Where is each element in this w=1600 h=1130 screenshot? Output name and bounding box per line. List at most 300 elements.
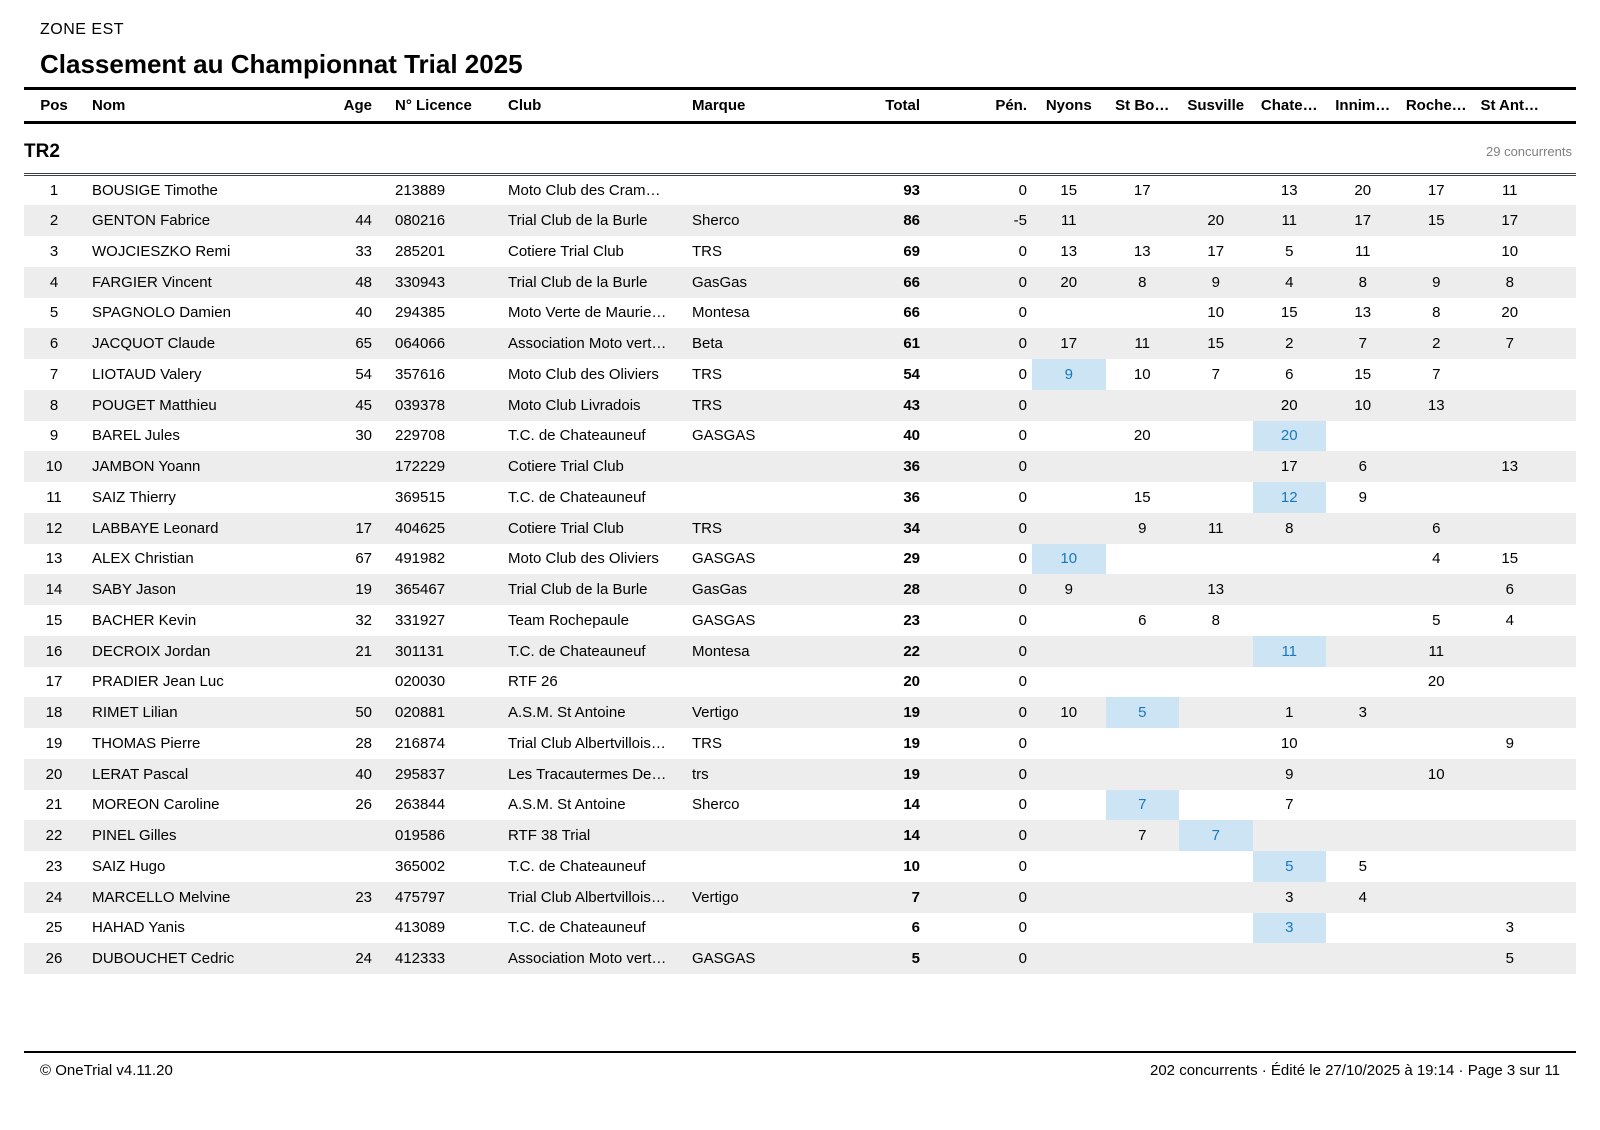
cell-age: 28 (355, 734, 372, 752)
cell-marque: GasGas (692, 581, 748, 599)
cell-nom: DECROIX Jordan (92, 642, 211, 660)
cell-event-susville (1179, 482, 1253, 513)
cell-event-stant: 11 (1501, 182, 1518, 200)
cell-club: Cotiere Trial Club (508, 242, 624, 260)
cell-total: 23 (903, 611, 920, 629)
cell-event-roche: 6 (1432, 519, 1441, 537)
cell-licence: 080216 (395, 212, 446, 230)
cell-age: 54 (355, 365, 372, 383)
cell-event-stant (1473, 390, 1547, 421)
cell-event-roche (1400, 451, 1474, 482)
cell-event-susville (1179, 636, 1253, 667)
cell-nom: RIMET Lilian (92, 704, 178, 722)
cell-nom: PINEL Gilles (92, 827, 177, 845)
cell-total: 93 (903, 182, 920, 200)
cell-age: 33 (355, 242, 372, 260)
cell-marque: Vertigo (692, 704, 739, 722)
cell-pen: 0 (1018, 581, 1027, 599)
cell-event-susville (1179, 790, 1253, 821)
cell-event-stbo (1106, 728, 1180, 759)
cell-total: 7 (911, 888, 920, 906)
cell-event-chate: 10 (1280, 734, 1298, 752)
cell-marque (690, 820, 840, 851)
cell-marque (690, 667, 840, 698)
table-row (24, 913, 1576, 944)
cell-pen: 0 (1018, 242, 1027, 260)
cell-pos: 5 (49, 304, 59, 322)
cell-pen: 0 (1018, 919, 1027, 937)
cell-spacer (1547, 667, 1577, 698)
cell-age: 40 (355, 765, 372, 783)
cell-nom: GENTON Fabrice (92, 212, 211, 230)
cell-pos: 7 (49, 365, 59, 383)
cell-event-stant (1473, 697, 1547, 728)
cell-event-stant (1473, 820, 1547, 851)
cell-marque: GASGAS (692, 427, 756, 445)
cell-club: T.C. de Chateauneuf (508, 642, 646, 660)
cell-licence: 412333 (395, 950, 446, 968)
cell-event-nyons (1032, 882, 1106, 913)
cell-spacer (1547, 482, 1577, 513)
cell-event-chate: 11 (1253, 636, 1327, 667)
cell-event-roche (1400, 697, 1474, 728)
cell-event-roche: 11 (1428, 642, 1445, 660)
cell-event-chate: 9 (1285, 765, 1294, 783)
cell-event-stant (1473, 851, 1547, 882)
cell-event-roche: 20 (1427, 673, 1445, 691)
table-row (24, 667, 1576, 698)
cell-event-susville: 17 (1207, 242, 1225, 260)
cell-licence: 365002 (395, 857, 446, 875)
cell-marque: GASGAS (692, 950, 756, 968)
cell-event-stant (1473, 636, 1547, 667)
cell-event-chate: 6 (1285, 365, 1294, 383)
cell-event-roche (1400, 943, 1474, 974)
cell-event-stbo (1106, 298, 1180, 329)
cell-total: 14 (903, 827, 920, 845)
cell-event-stbo (1106, 636, 1180, 667)
cell-pos: 17 (45, 673, 63, 691)
cell-event-susville (1179, 667, 1253, 698)
cell-event-stbo: 7 (1106, 790, 1180, 821)
cell-event-roche (1400, 913, 1474, 944)
cell-spacer (1547, 421, 1577, 452)
cell-event-stant: 15 (1501, 550, 1519, 568)
cell-spacer (1547, 205, 1577, 236)
cell-pos: 16 (45, 642, 63, 660)
cell-event-innim: 4 (1358, 888, 1367, 906)
footer-app-version: © OneTrial v4.11.20 (40, 1062, 173, 1079)
cell-pos: 14 (45, 581, 63, 599)
cell-total: 14 (903, 796, 920, 814)
cell-age: 50 (355, 704, 372, 722)
cell-total: 43 (903, 396, 920, 414)
cell-event-stant (1473, 421, 1547, 452)
cell-event-stant: 20 (1501, 304, 1519, 322)
cell-event-nyons (1032, 667, 1106, 698)
cell-marque (690, 913, 840, 944)
table-row (24, 328, 1576, 359)
cell-event-stbo (1106, 913, 1180, 944)
cell-pos: 23 (45, 857, 63, 875)
report-footer (24, 1051, 1576, 1079)
cell-spacer (1547, 790, 1577, 821)
cell-pos: 26 (45, 950, 63, 968)
cell-event-stant: 8 (1505, 273, 1514, 291)
table-row (24, 390, 1576, 421)
cell-spacer (1547, 913, 1577, 944)
cell-club: Moto Club des Oliviers (508, 550, 659, 568)
cell-licence: 285201 (395, 242, 446, 260)
cell-event-nyons: 9 (1032, 359, 1106, 390)
cell-spacer (1547, 544, 1577, 575)
cell-event-stbo (1106, 851, 1180, 882)
cell-marque (690, 451, 840, 482)
cell-event-roche: 17 (1427, 182, 1445, 200)
cell-event-innim (1326, 759, 1400, 790)
cell-event-innim: 8 (1358, 273, 1367, 291)
cell-age (334, 913, 374, 944)
cell-total: 19 (903, 704, 920, 722)
cell-marque: Sherco (692, 212, 740, 230)
cell-total: 5 (911, 950, 920, 968)
cell-event-innim: 17 (1354, 212, 1372, 230)
cell-event-susville: 7 (1211, 365, 1220, 383)
cell-club: Trial Club de la Burle (508, 581, 648, 599)
cell-event-innim (1326, 667, 1400, 698)
table-row (24, 636, 1576, 667)
cell-event-innim: 10 (1354, 396, 1372, 414)
cell-pen: -5 (1013, 212, 1027, 230)
cell-pen: 0 (1018, 642, 1027, 660)
cell-club: Moto Club des Cram… (508, 182, 661, 200)
cell-spacer (1547, 943, 1577, 974)
table-row (24, 728, 1576, 759)
table-row (24, 421, 1576, 452)
cell-event-nyons (1032, 298, 1106, 329)
cell-total: 66 (903, 304, 920, 322)
cell-spacer (1547, 267, 1577, 298)
column-header-pos: Pos (40, 97, 68, 114)
cell-event-chate: 8 (1285, 519, 1294, 537)
cell-licence: 020881 (395, 704, 446, 722)
cell-age: 21 (355, 642, 372, 660)
cell-event-roche: 8 (1432, 304, 1441, 322)
table-row (24, 697, 1576, 728)
footer-page-info: 202 concurrents · Édité le 27/10/2025 à 19:14 · Page 3 sur 11 (1150, 1062, 1560, 1079)
cell-club: Team Rochepaule (508, 611, 629, 629)
cell-total: 66 (903, 273, 920, 291)
cell-pen: 0 (1018, 427, 1027, 445)
cell-event-nyons (1032, 759, 1106, 790)
cell-event-stbo: 5 (1106, 697, 1180, 728)
cell-age (334, 820, 374, 851)
cell-age: 45 (355, 396, 372, 414)
cell-event-nyons: 11 (1060, 212, 1077, 230)
cell-event-stant (1473, 482, 1547, 513)
cell-event-roche (1400, 574, 1474, 605)
cell-pos: 19 (45, 734, 63, 752)
cell-event-chate: 4 (1285, 273, 1294, 291)
cell-event-stant (1473, 759, 1547, 790)
cell-total: 54 (903, 365, 920, 383)
cell-event-susville (1179, 913, 1253, 944)
cell-event-nyons: 10 (1060, 704, 1078, 722)
table-row (24, 298, 1576, 329)
cell-total: 69 (903, 242, 920, 260)
cell-club: A.S.M. St Antoine (508, 704, 626, 722)
cell-club: Les Tracautermes De… (508, 765, 667, 783)
cell-event-nyons (1032, 851, 1106, 882)
cell-event-innim (1326, 513, 1400, 544)
cell-marque: GASGAS (692, 611, 756, 629)
cell-total: 29 (903, 550, 920, 568)
table-row (24, 943, 1576, 974)
cell-event-nyons (1032, 790, 1106, 821)
cell-club: RTF 38 Trial (508, 827, 591, 845)
cell-age (334, 482, 374, 513)
cell-marque (690, 851, 840, 882)
cell-age (334, 175, 374, 206)
column-header-club: Club (508, 97, 542, 114)
cell-licence: 216874 (395, 734, 446, 752)
cell-spacer (1547, 851, 1577, 882)
cell-nom: MOREON Caroline (92, 796, 220, 814)
table-row (24, 205, 1576, 236)
cell-event-chate: 13 (1280, 182, 1298, 200)
cell-total: 28 (903, 581, 920, 599)
cell-event-innim (1326, 790, 1400, 821)
cell-pen: 0 (1018, 888, 1027, 906)
cell-event-chate: 2 (1285, 335, 1294, 353)
column-header-nyons: Nyons (1045, 97, 1092, 114)
cell-pen: 0 (1018, 519, 1027, 537)
cell-licence: 263844 (395, 796, 446, 814)
cell-event-nyons (1032, 482, 1106, 513)
cell-pos: 25 (45, 919, 63, 937)
cell-licence: 039378 (395, 396, 446, 414)
cell-pos: 24 (45, 888, 63, 906)
cell-event-innim (1326, 605, 1400, 636)
column-header-roche: Roche… (1405, 97, 1467, 114)
cell-event-chate: 3 (1285, 888, 1294, 906)
cell-spacer (1547, 605, 1577, 636)
cell-licence: 213889 (395, 182, 446, 200)
cell-event-stant: 4 (1505, 611, 1514, 629)
cell-event-chate: 11 (1281, 212, 1298, 230)
cell-licence: 020030 (395, 673, 446, 691)
cell-nom: HAHAD Yanis (92, 919, 185, 937)
cell-event-roche: 7 (1432, 365, 1441, 383)
cell-age (334, 667, 374, 698)
cell-event-susville (1179, 697, 1253, 728)
cell-event-innim: 11 (1354, 242, 1371, 260)
cell-pen: 0 (1018, 273, 1027, 291)
cell-spacer (1547, 636, 1577, 667)
cell-club: RTF 26 (508, 673, 558, 691)
cell-nom: SAIZ Thierry (92, 488, 176, 506)
column-header-licence: N° Licence (395, 97, 472, 114)
cell-pen: 0 (1018, 335, 1027, 353)
cell-event-stbo (1106, 667, 1180, 698)
cell-marque (690, 482, 840, 513)
cell-nom: POUGET Matthieu (92, 396, 217, 414)
cell-event-stant (1473, 513, 1547, 544)
cell-event-chate: 1 (1285, 704, 1294, 722)
cell-pos: 18 (45, 704, 63, 722)
cell-club: Trial Club Albertvillois… (508, 888, 666, 906)
cell-age: 48 (355, 273, 372, 291)
cell-pen: 0 (1018, 611, 1027, 629)
cell-marque: Beta (692, 335, 723, 353)
cell-event-roche: 13 (1427, 396, 1445, 414)
cell-event-innim: 9 (1358, 488, 1367, 506)
cell-event-stant (1473, 359, 1547, 390)
cell-event-susville (1179, 728, 1253, 759)
cell-event-susville: 11 (1207, 519, 1224, 537)
cell-event-chate: 5 (1285, 242, 1294, 260)
cell-event-susville: 8 (1211, 611, 1220, 629)
table-row (24, 882, 1576, 913)
column-header-pen: Pén. (995, 97, 1027, 114)
cell-age: 67 (355, 550, 372, 568)
cell-spacer (1547, 390, 1577, 421)
cell-event-nyons (1032, 728, 1106, 759)
cell-event-susville: 10 (1207, 304, 1225, 322)
cell-marque: TRS (692, 734, 722, 752)
cell-event-chate: 7 (1285, 796, 1294, 814)
cell-event-innim (1326, 574, 1400, 605)
cell-club: Moto Club des Oliviers (508, 365, 659, 383)
cell-licence: 491982 (395, 550, 446, 568)
cell-licence: 404625 (395, 519, 446, 537)
cell-event-nyons: 20 (1060, 273, 1078, 291)
cell-event-roche (1400, 482, 1474, 513)
cell-event-stant: 3 (1505, 919, 1514, 937)
cell-club: T.C. de Chateauneuf (508, 488, 646, 506)
cell-event-roche (1400, 882, 1474, 913)
cell-total: 61 (903, 335, 920, 353)
cell-spacer (1547, 574, 1577, 605)
cell-marque: TRS (692, 365, 722, 383)
cell-event-stbo (1106, 943, 1180, 974)
cell-event-innim: 7 (1358, 335, 1367, 353)
cell-nom: THOMAS Pierre (92, 734, 201, 752)
cell-marque: Montesa (692, 304, 750, 322)
cell-nom: PRADIER Jean Luc (92, 673, 224, 691)
cell-spacer (1547, 513, 1577, 544)
cell-event-stant: 9 (1505, 734, 1514, 752)
cell-event-susville (1179, 544, 1253, 575)
cell-pos: 11 (46, 488, 62, 506)
cell-event-nyons (1032, 390, 1106, 421)
table-row (24, 790, 1576, 821)
cell-pen: 0 (1018, 365, 1027, 383)
cell-total: 34 (903, 519, 920, 537)
cell-event-innim (1326, 544, 1400, 575)
cell-marque: Montesa (692, 642, 750, 660)
cell-event-roche: 4 (1432, 550, 1441, 568)
cell-event-roche (1400, 820, 1474, 851)
cell-event-innim: 20 (1354, 182, 1372, 200)
cell-club: Moto Verte de Maurie… (508, 304, 667, 322)
column-header-stant: St Ant… (1480, 97, 1540, 114)
cell-licence: 229708 (395, 427, 446, 445)
cell-marque: TRS (692, 242, 722, 260)
cell-event-stant (1473, 667, 1547, 698)
table-row (24, 605, 1576, 636)
cell-pos: 8 (49, 396, 59, 414)
cell-event-chate (1253, 544, 1327, 575)
cell-pen: 0 (1018, 458, 1027, 476)
cell-age (334, 851, 374, 882)
cell-spacer (1547, 728, 1577, 759)
cell-event-stant: 6 (1505, 581, 1514, 599)
cell-event-chate: 12 (1253, 482, 1327, 513)
cell-event-chate (1253, 605, 1327, 636)
cell-total: 19 (903, 765, 920, 783)
cell-event-susville (1179, 851, 1253, 882)
cell-licence: 294385 (395, 304, 446, 322)
cell-licence: 331927 (395, 611, 446, 629)
cell-event-susville (1179, 390, 1253, 421)
cell-event-stbo: 8 (1138, 273, 1147, 291)
cell-licence: 064066 (395, 335, 446, 353)
cell-spacer (1547, 451, 1577, 482)
cell-age: 17 (355, 519, 372, 537)
cell-pen: 0 (1018, 304, 1027, 322)
cell-event-chate: 3 (1253, 913, 1327, 944)
cell-event-stbo (1106, 451, 1180, 482)
cell-spacer (1547, 359, 1577, 390)
cell-event-nyons (1032, 913, 1106, 944)
cell-pen: 0 (1018, 827, 1027, 845)
cell-event-innim (1326, 820, 1400, 851)
table-row (24, 236, 1576, 267)
cell-marque: GASGAS (692, 550, 756, 568)
cell-event-susville (1179, 421, 1253, 452)
cell-age: 40 (355, 304, 372, 322)
cell-event-chate (1253, 667, 1327, 698)
cell-total: 40 (903, 427, 920, 445)
table-row (24, 544, 1576, 575)
cell-licence: 330943 (395, 273, 446, 291)
table-row (24, 851, 1576, 882)
cell-pos: 10 (45, 458, 63, 476)
page-title: Classement au Championnat Trial 2025 (40, 49, 523, 79)
cell-event-chate: 17 (1280, 458, 1298, 476)
cell-pen: 0 (1018, 796, 1027, 814)
category-count: 29 concurrents (1486, 144, 1572, 159)
cell-pen: 0 (1018, 950, 1027, 968)
cell-event-nyons (1032, 513, 1106, 544)
cell-event-innim (1326, 421, 1400, 452)
cell-event-roche (1400, 851, 1474, 882)
cell-event-stbo (1106, 544, 1180, 575)
cell-nom: BOUSIGE Timothe (92, 182, 218, 200)
cell-age: 23 (355, 888, 372, 906)
column-header-susville: Susville (1187, 97, 1245, 114)
cell-licence: 172229 (395, 458, 446, 476)
column-header-total: Total (885, 97, 920, 114)
cell-event-chate: 5 (1253, 851, 1327, 882)
cell-event-roche (1400, 728, 1474, 759)
cell-pos: 4 (49, 273, 59, 291)
cell-event-roche: 15 (1427, 212, 1445, 230)
cell-event-nyons (1032, 943, 1106, 974)
cell-pos: 13 (45, 550, 63, 568)
cell-total: 36 (903, 488, 920, 506)
